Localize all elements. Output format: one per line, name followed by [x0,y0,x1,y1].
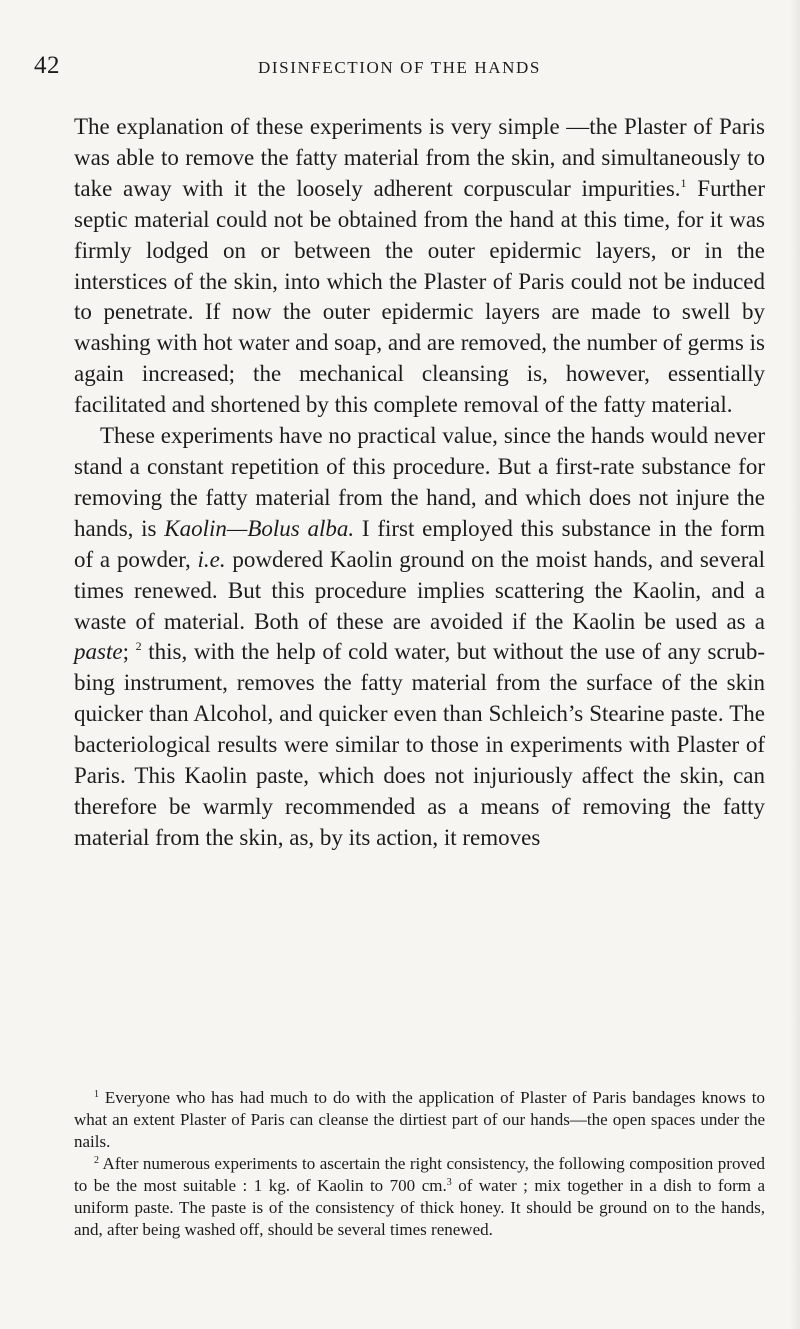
footnote-ref-1: 1 [680,175,687,190]
page-number: 42 [34,52,60,79]
paragraph-2 [74,421,765,854]
paragraph-2-part-d: ; [122,639,136,665]
footnote-1-marker: 1 [94,1089,99,1100]
footnote-1 [74,1087,765,1153]
paragraph-1-text: The explanation of these experiments is very simple —the Plaster of Paris was able to remove the fatty material from the skin, and simultaneously to take away with it the loosely adherent corpuscular impurities. [74,114,765,201]
footnote-ref-2: 2 [135,639,142,654]
footnote-2-text-a: After numerous experiments to ascertain the right consistency, the following composition proved to be the most suitable : 1 kg. of Kaolin to 700 cm. [74,1154,765,1195]
kaolin-term: Kaolin—Bolus alba. [164,515,355,541]
cubic-unit-superscript: 3 [446,1177,452,1188]
paragraph-2-part-c: powdered Kaolin ground on the moist hands, and several times renewed. But this procedure implies scattering the Kaolin, and a waste of material. Both of these are avoided if the Kaolin be used as a [74,546,765,634]
footnote-2-marker: 2 [94,1155,99,1166]
paragraph-2-part-b: I first employed this substance in the form of a powder, [74,515,765,572]
paste-term: paste [74,639,123,665]
footnote-2 [74,1153,765,1241]
paragraph-2-part-a: These experiments have no practical value, since the hands would never stand a constant repetition of this procedure. But a first-rate substance for removing the fatty material from the hand, and which does not injure the hands, is [74,423,765,541]
page-edge-shadow [790,0,800,1329]
ie-abbrev: i.e. [197,546,226,572]
paragraph-1 [74,112,765,421]
body-text [74,112,765,854]
page-header [34,52,774,86]
footnote-2-text-b: of water ; mix together in a dish to form a uniform paste. The paste is of the consistency of thick honey. It should be ground on to the hands, and, after being washed off, should be several times renewed. [74,1176,766,1239]
footnote-1-text: Everyone who has had much to do with the application of Plaster of Paris bandages knows to what an extent Plaster of Paris can cleanse the dirtiest part of our hands—the open spaces under the nails. [74,1088,765,1151]
running-head: DISINFECTION OF THE HANDS [258,58,541,77]
footnotes [74,1087,765,1241]
paragraph-2-part-e: this, with the help of cold water, but without the use of any scrub-bing instrument, removes the fatty material from the surface of the skin quicker than Alcohol, and quicker even than Schleich’s Stearine paste. The bacteriological results were similar to those in experiments with Plaster of Paris. This Kaolin paste, which does not injuriously affect the skin, can therefore be warmly recommended as a means of removing the fatty material from the skin, as, by its action, it removes [74,639,765,850]
paragraph-1-continued: Further septic material could not be obtained from the hand at this time, for it was firmly lodged on or between the outer epidermic layers, or in the interstices of the skin, into which the Plaster of Paris could not be induced to penetrate. If now the outer epidermic layers are made to swell by washing with hot water and soap, and are removed, the number of germs is again increased; the mechanical cleansing is, however, essentially facilitated and shortened by this complete removal of the fatty material. [74,175,765,418]
